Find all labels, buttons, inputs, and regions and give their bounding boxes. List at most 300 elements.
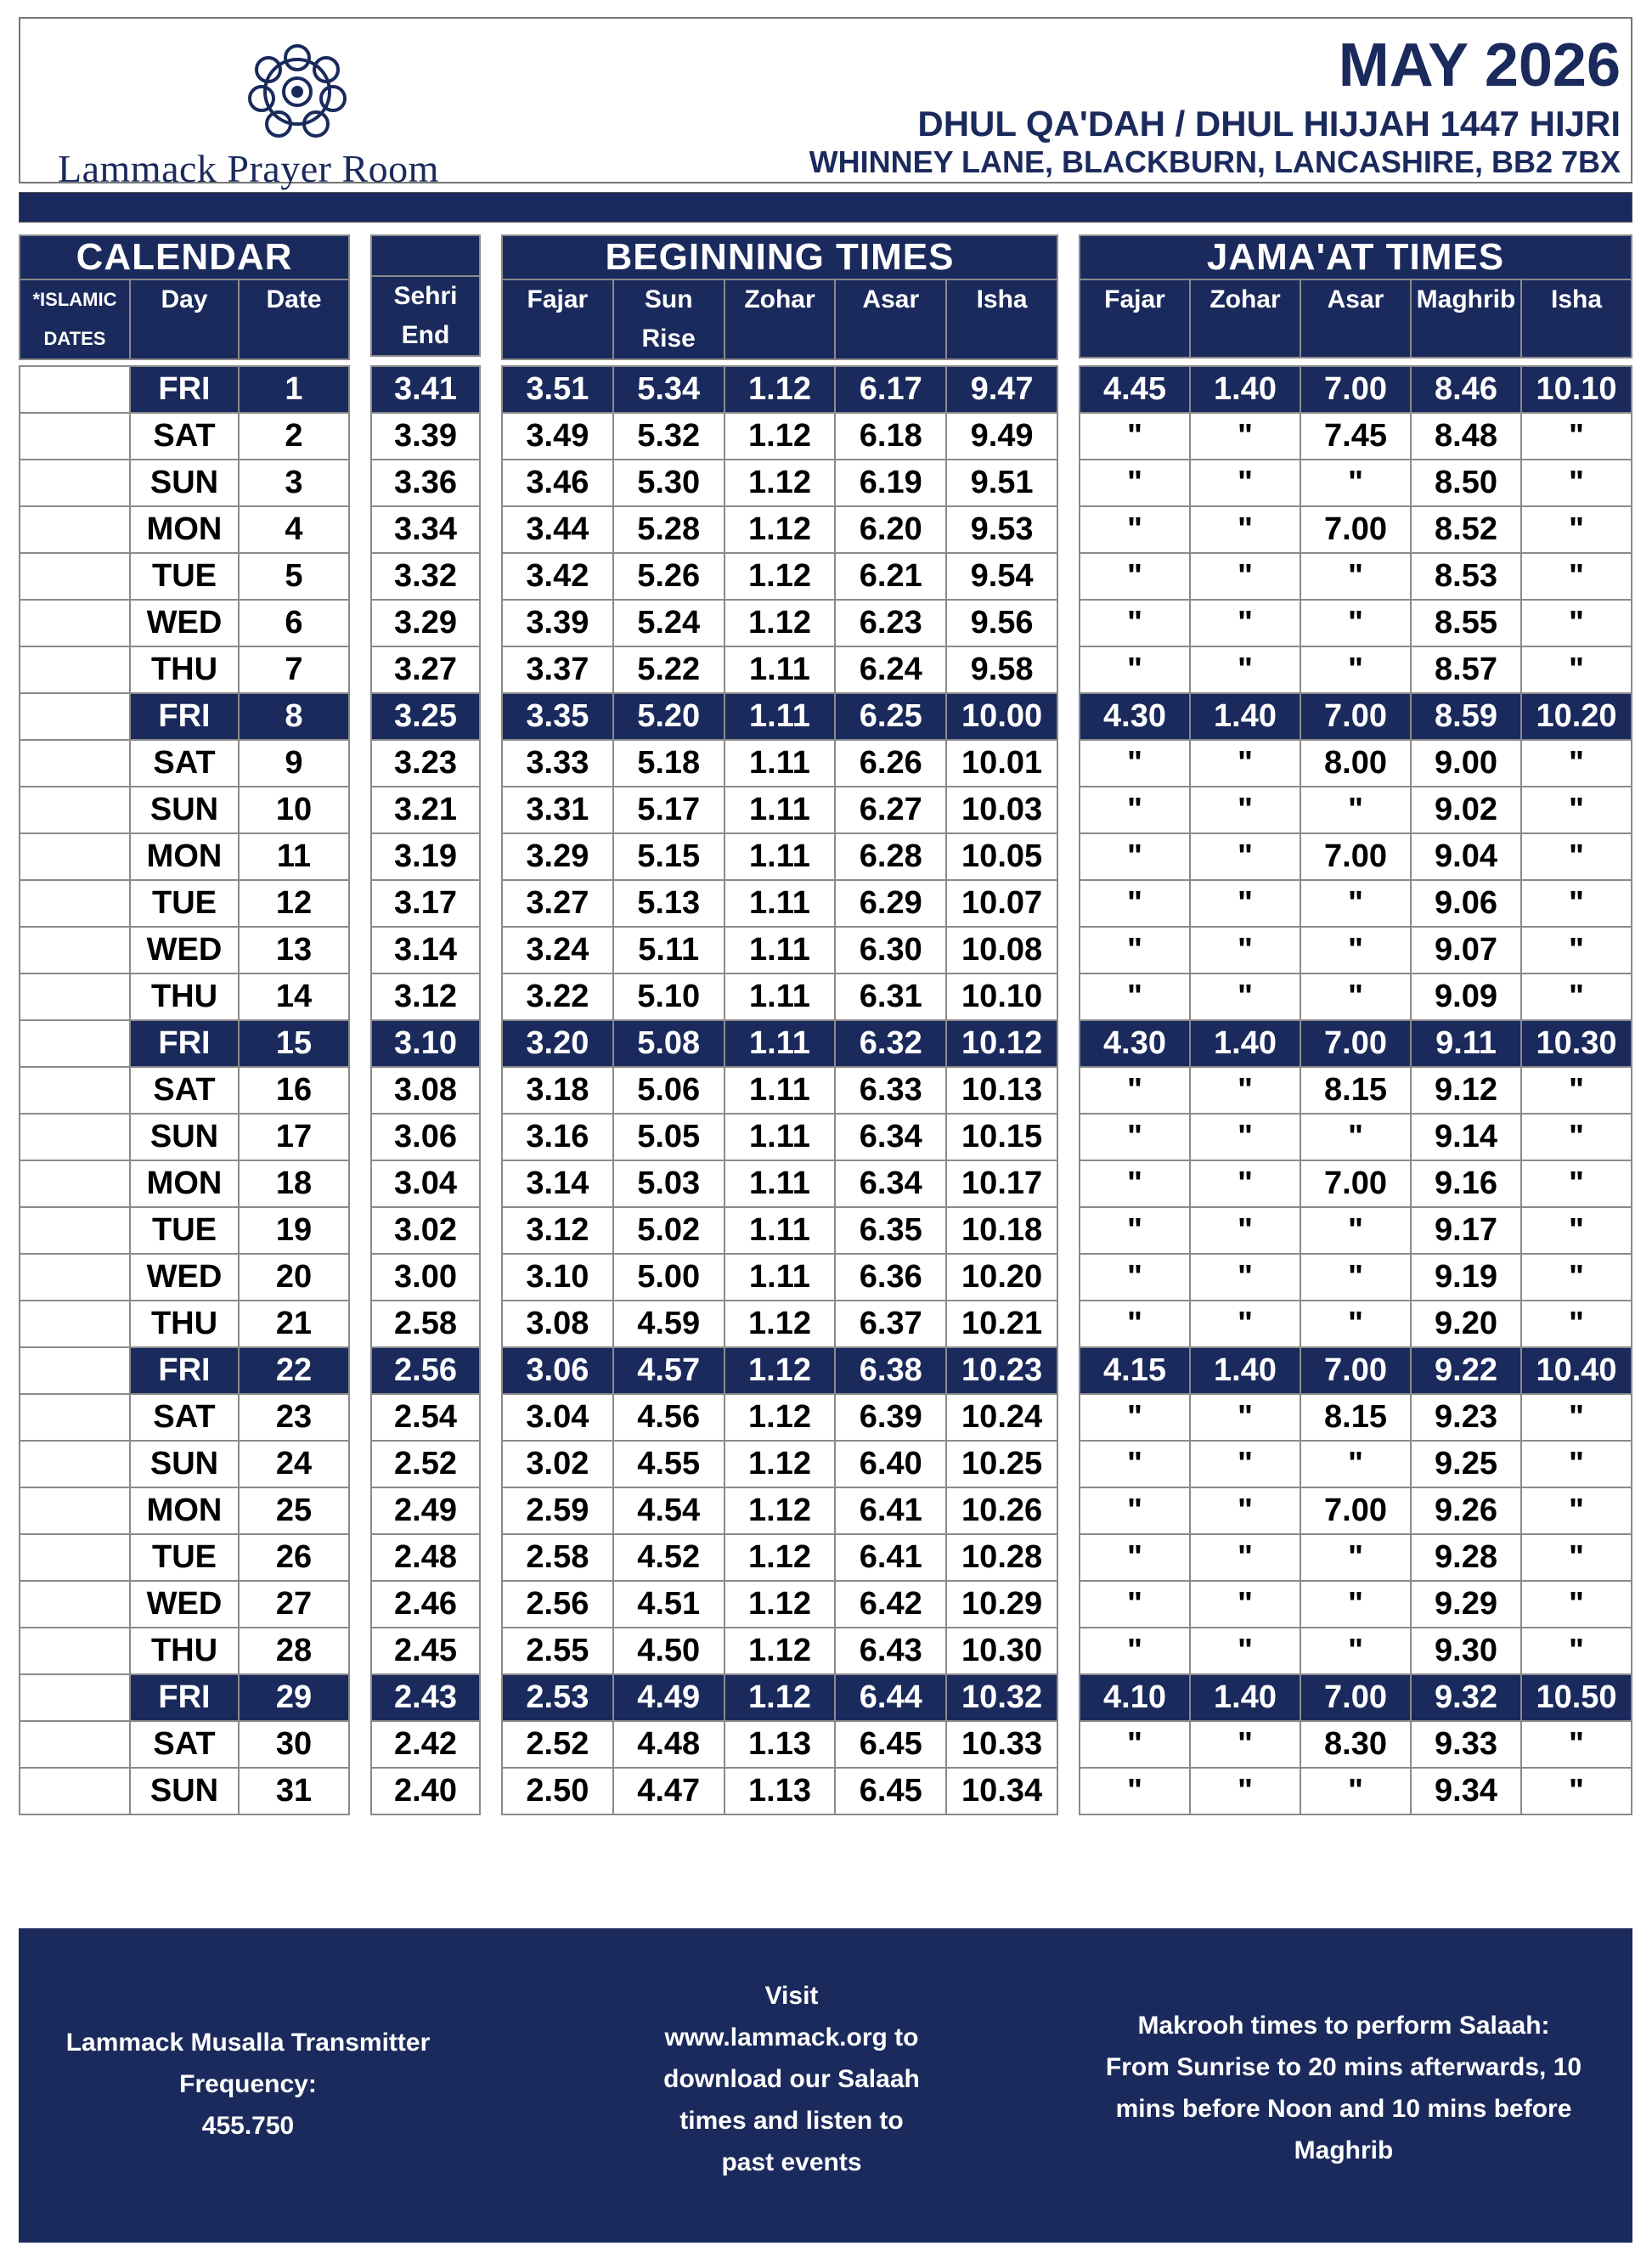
j-zohar-header: Zohar: [1190, 279, 1300, 358]
j-zohar-cell: ": [1190, 506, 1300, 553]
table-row: [20, 787, 349, 833]
b-zohar-cell: 1.12: [725, 600, 836, 646]
j-zohar-cell: 1.40: [1190, 693, 1300, 740]
table-row: [371, 366, 480, 413]
b-sunrise-cell: 4.54: [613, 1487, 725, 1534]
b-sunrise-cell: 5.30: [613, 460, 725, 506]
sehri-end-cell: 3.41: [371, 366, 480, 413]
b-zohar-cell: 1.11: [725, 1020, 836, 1067]
b-fajar-cell: 3.24: [502, 927, 613, 973]
b-isha-cell: 10.24: [946, 1394, 1057, 1441]
b-asar-cell: 6.45: [835, 1721, 946, 1768]
b-asar-cell: 6.35: [835, 1207, 946, 1254]
j-zohar-cell: ": [1190, 1768, 1300, 1814]
sehri-end-cell: 2.40: [371, 1768, 480, 1814]
b-isha-cell: 10.10: [946, 973, 1057, 1020]
b-fajar-cell: 3.46: [502, 460, 613, 506]
date-cell: 12: [239, 880, 349, 927]
islamic-dates-header: *ISLAMIC DATES: [20, 279, 130, 359]
date-cell: 11: [239, 833, 349, 880]
date-cell: 31: [239, 1768, 349, 1814]
j-isha-cell: ": [1521, 1160, 1632, 1207]
j-zohar-cell: ": [1190, 1394, 1300, 1441]
b-fajar-cell: 2.52: [502, 1721, 613, 1768]
j-maghrib-cell: 9.22: [1411, 1347, 1521, 1394]
j-asar-cell: 7.00: [1300, 1160, 1411, 1207]
b-sunrise-cell: 5.06: [613, 1067, 725, 1114]
j-asar-cell: 7.00: [1300, 1674, 1411, 1721]
b-sunrise-cell: 4.48: [613, 1721, 725, 1768]
b-fajar-cell: 3.42: [502, 553, 613, 600]
day-cell: SAT: [130, 1394, 239, 1441]
b-isha-cell: 10.28: [946, 1534, 1057, 1581]
day-cell: THU: [130, 1628, 239, 1674]
table-row: [502, 1020, 1057, 1067]
logo: [46, 36, 547, 189]
date-cell: 17: [239, 1114, 349, 1160]
j-asar-cell: ": [1300, 1768, 1411, 1814]
j-fajar-cell: ": [1080, 740, 1190, 787]
b-zohar-cell: 1.11: [725, 1254, 836, 1301]
day-cell: TUE: [130, 880, 239, 927]
j-asar-cell: ": [1300, 787, 1411, 833]
table-row: [502, 1768, 1057, 1814]
islamic-date-cell: [20, 740, 130, 787]
b-asar-cell: 6.18: [835, 413, 946, 460]
b-asar-cell: 6.41: [835, 1487, 946, 1534]
islamic-date-cell: [20, 1301, 130, 1347]
table-row: [20, 1674, 349, 1721]
table-row: [371, 740, 480, 787]
date-cell: 25: [239, 1487, 349, 1534]
j-fajar-cell: ": [1080, 1534, 1190, 1581]
j-fajar-cell: ": [1080, 1581, 1190, 1628]
transmitter-info: Lammack Musalla Transmitter Frequency: 455.750: [65, 2029, 431, 2140]
b-fajar-cell: 3.31: [502, 787, 613, 833]
table-row: [20, 693, 349, 740]
table-row: [1080, 553, 1632, 600]
day-cell: SAT: [130, 740, 239, 787]
day-cell: WED: [130, 927, 239, 973]
b-sunrise-cell: 4.55: [613, 1441, 725, 1487]
j-fajar-cell: ": [1080, 646, 1190, 693]
j-zohar-cell: ": [1190, 646, 1300, 693]
date-cell: 7: [239, 646, 349, 693]
j-fajar-cell: ": [1080, 973, 1190, 1020]
sehri-end-cell: 3.12: [371, 973, 480, 1020]
islamic-date-cell: [20, 1674, 130, 1721]
table-row: [20, 1768, 349, 1814]
j-zohar-cell: ": [1190, 1534, 1300, 1581]
sehri-end-cell: 3.29: [371, 600, 480, 646]
b-fajar-header: Fajar: [502, 279, 613, 359]
j-fajar-cell: ": [1080, 1067, 1190, 1114]
j-maghrib-cell: 9.02: [1411, 787, 1521, 833]
j-asar-cell: ": [1300, 973, 1411, 1020]
b-asar-cell: 6.23: [835, 600, 946, 646]
table-row: [371, 1721, 480, 1768]
b-asar-cell: 6.20: [835, 506, 946, 553]
j-maghrib-cell: 9.14: [1411, 1114, 1521, 1160]
j-zohar-cell: ": [1190, 973, 1300, 1020]
table-row: [1080, 1020, 1632, 1067]
b-zohar-cell: 1.11: [725, 646, 836, 693]
islamic-date-cell: [20, 506, 130, 553]
sehri-end-cell: 3.27: [371, 646, 480, 693]
table-row: [502, 1534, 1057, 1581]
date-cell: 19: [239, 1207, 349, 1254]
b-asar-cell: 6.40: [835, 1441, 946, 1487]
jamaat-header: [1079, 234, 1632, 358]
b-isha-cell: 10.12: [946, 1020, 1057, 1067]
b-asar-cell: 6.25: [835, 693, 946, 740]
j-maghrib-cell: 8.55: [1411, 600, 1521, 646]
j-fajar-cell: ": [1080, 1301, 1190, 1347]
j-zohar-cell: 1.40: [1190, 1674, 1300, 1721]
sehri-end-cell: 3.04: [371, 1160, 480, 1207]
day-cell: SUN: [130, 1768, 239, 1814]
day-cell: WED: [130, 600, 239, 646]
j-asar-cell: ": [1300, 1301, 1411, 1347]
islamic-date-cell: [20, 973, 130, 1020]
islamic-date-cell: [20, 833, 130, 880]
j-maghrib-cell: 9.19: [1411, 1254, 1521, 1301]
table-row: [502, 1581, 1057, 1628]
j-fajar-cell: ": [1080, 506, 1190, 553]
date-cell: 2: [239, 413, 349, 460]
b-sunrise-cell: 4.47: [613, 1768, 725, 1814]
table-row: [371, 1394, 480, 1441]
sehri-end-cell: 3.06: [371, 1114, 480, 1160]
j-asar-cell: ": [1300, 1441, 1411, 1487]
table-row: [1080, 740, 1632, 787]
table-row: [1080, 693, 1632, 740]
day-cell: SUN: [130, 1114, 239, 1160]
b-asar-cell: 6.42: [835, 1581, 946, 1628]
sehri-end-cell: 2.49: [371, 1487, 480, 1534]
table-row: [20, 1207, 349, 1254]
j-isha-cell: ": [1521, 506, 1632, 553]
table-row: [371, 460, 480, 506]
b-asar-cell: 6.38: [835, 1347, 946, 1394]
table-row: [1080, 1534, 1632, 1581]
table-row: [371, 1674, 480, 1721]
j-zohar-cell: ": [1190, 1114, 1300, 1160]
j-zohar-cell: ": [1190, 880, 1300, 927]
b-zohar-cell: 1.12: [725, 1441, 836, 1487]
makrooh-times-info: Makrooh times to perform Salaah: From Sunrise to 20 mins afterwards, 10 mins before Noon and 10 mins before Maghrib: [1105, 2012, 1582, 2164]
b-asar-cell: 6.27: [835, 787, 946, 833]
j-isha-cell: ": [1521, 1768, 1632, 1814]
b-fajar-cell: 3.14: [502, 1160, 613, 1207]
b-sunrise-cell: 5.15: [613, 833, 725, 880]
j-asar-cell: ": [1300, 927, 1411, 973]
b-sunrise-cell: 5.05: [613, 1114, 725, 1160]
table-row: [1080, 1674, 1632, 1721]
table-row: [502, 646, 1057, 693]
b-sunrise-cell: 4.52: [613, 1534, 725, 1581]
j-fajar-cell: ": [1080, 787, 1190, 833]
b-isha-cell: 10.26: [946, 1487, 1057, 1534]
islamic-date-cell: [20, 1114, 130, 1160]
table-row: [502, 927, 1057, 973]
sehri-end-cell: 3.23: [371, 740, 480, 787]
table-row: [502, 1301, 1057, 1347]
day-cell: MON: [130, 1487, 239, 1534]
j-fajar-cell: ": [1080, 1207, 1190, 1254]
b-zohar-cell: 1.12: [725, 366, 836, 413]
j-asar-cell: ": [1300, 646, 1411, 693]
b-asar-cell: 6.34: [835, 1114, 946, 1160]
table-row: [20, 1441, 349, 1487]
b-isha-cell: 10.25: [946, 1441, 1057, 1487]
j-fajar-cell: ": [1080, 1441, 1190, 1487]
table-row: [502, 1394, 1057, 1441]
date-cell: 16: [239, 1067, 349, 1114]
b-zohar-cell: 1.12: [725, 1534, 836, 1581]
j-isha-cell: ": [1521, 927, 1632, 973]
sehri-end-cell: 2.42: [371, 1721, 480, 1768]
day-cell: WED: [130, 1254, 239, 1301]
b-zohar-cell: 1.12: [725, 1487, 836, 1534]
table-row: [1080, 506, 1632, 553]
day-cell: FRI: [130, 1347, 239, 1394]
j-fajar-cell: 4.15: [1080, 1347, 1190, 1394]
table-row: [371, 1254, 480, 1301]
sehri-end-cell: 3.14: [371, 927, 480, 973]
table-row: [502, 1628, 1057, 1674]
table-row: [20, 1534, 349, 1581]
table-row: [1080, 787, 1632, 833]
j-maghrib-cell: 9.17: [1411, 1207, 1521, 1254]
table-row: [20, 1067, 349, 1114]
j-fajar-cell: ": [1080, 1721, 1190, 1768]
b-isha-cell: 10.33: [946, 1721, 1057, 1768]
sehri-end-cell: 3.19: [371, 833, 480, 880]
table-row: [1080, 1347, 1632, 1394]
j-asar-cell: 7.00: [1300, 366, 1411, 413]
b-sunrise-cell: 4.49: [613, 1674, 725, 1721]
j-maghrib-cell: 9.11: [1411, 1020, 1521, 1067]
islamic-date-cell: [20, 600, 130, 646]
b-asar-cell: 6.39: [835, 1394, 946, 1441]
table-row: [20, 600, 349, 646]
b-sunrise-cell: 4.57: [613, 1347, 725, 1394]
sehri-end-cell: 3.17: [371, 880, 480, 927]
j-fajar-cell: ": [1080, 1394, 1190, 1441]
j-fajar-cell: ": [1080, 460, 1190, 506]
table-row: [1080, 1160, 1632, 1207]
b-zohar-cell: 1.12: [725, 1581, 836, 1628]
j-isha-cell: ": [1521, 740, 1632, 787]
date-cell: 5: [239, 553, 349, 600]
j-zohar-cell: ": [1190, 1254, 1300, 1301]
sehri-end-cell: 2.58: [371, 1301, 480, 1347]
islamic-date-cell: [20, 460, 130, 506]
table-row: [502, 880, 1057, 927]
islamic-date-cell: [20, 646, 130, 693]
day-cell: SUN: [130, 460, 239, 506]
b-zohar-cell: 1.12: [725, 506, 836, 553]
sehri-end-cell: 2.43: [371, 1674, 480, 1721]
table-row: [371, 1487, 480, 1534]
b-zohar-cell: 1.11: [725, 693, 836, 740]
date-cell: 20: [239, 1254, 349, 1301]
j-isha-cell: 10.30: [1521, 1020, 1632, 1067]
b-isha-cell: 9.58: [946, 646, 1057, 693]
j-zohar-cell: ": [1190, 1441, 1300, 1487]
b-isha-cell: 10.18: [946, 1207, 1057, 1254]
j-asar-cell: 8.15: [1300, 1394, 1411, 1441]
j-maghrib-cell: 9.00: [1411, 740, 1521, 787]
table-row: [502, 973, 1057, 1020]
b-isha-cell: 9.56: [946, 600, 1057, 646]
table-row: [502, 600, 1057, 646]
date-cell: 4: [239, 506, 349, 553]
j-maghrib-cell: 9.30: [1411, 1628, 1521, 1674]
table-row: [502, 366, 1057, 413]
table-row: [20, 1628, 349, 1674]
b-sunrise-cell: 5.10: [613, 973, 725, 1020]
b-isha-cell: 10.13: [946, 1067, 1057, 1114]
table-row: [1080, 1581, 1632, 1628]
table-row: [371, 973, 480, 1020]
beginning-header: [501, 234, 1058, 360]
j-asar-cell: ": [1300, 553, 1411, 600]
b-isha-cell: 10.05: [946, 833, 1057, 880]
b-asar-header: Asar: [835, 279, 946, 359]
table-row: [1080, 460, 1632, 506]
sehri-end-cell: 3.32: [371, 553, 480, 600]
table-row: [502, 1721, 1057, 1768]
day-cell: FRI: [130, 1674, 239, 1721]
j-asar-cell: 7.00: [1300, 833, 1411, 880]
table-row: [371, 1020, 480, 1067]
table-row: [371, 693, 480, 740]
date-header: Date: [239, 279, 349, 359]
j-zohar-cell: ": [1190, 1301, 1300, 1347]
b-isha-cell: 10.20: [946, 1254, 1057, 1301]
b-fajar-cell: 3.12: [502, 1207, 613, 1254]
table-row: [371, 833, 480, 880]
b-sunrise-cell: 5.34: [613, 366, 725, 413]
b-sunrise-cell: 4.56: [613, 1394, 725, 1441]
day-cell: SUN: [130, 1441, 239, 1487]
table-row: [20, 833, 349, 880]
j-asar-cell: 7.00: [1300, 693, 1411, 740]
b-zohar-cell: 1.11: [725, 927, 836, 973]
table-row: [1080, 1207, 1632, 1254]
j-isha-cell: ": [1521, 1581, 1632, 1628]
j-maghrib-cell: 9.06: [1411, 880, 1521, 927]
table-row: [1080, 1394, 1632, 1441]
table-row: [20, 740, 349, 787]
j-maghrib-cell: 9.12: [1411, 1067, 1521, 1114]
islamic-date-cell: [20, 553, 130, 600]
islamic-date-cell: [20, 787, 130, 833]
b-isha-cell: 10.03: [946, 787, 1057, 833]
sehri-end-cell: 2.52: [371, 1441, 480, 1487]
j-zohar-cell: ": [1190, 600, 1300, 646]
day-cell: FRI: [130, 1020, 239, 1067]
j-asar-cell: ": [1300, 1254, 1411, 1301]
date-cell: 10: [239, 787, 349, 833]
j-isha-cell: ": [1521, 1114, 1632, 1160]
b-sunrise-cell: 5.20: [613, 693, 725, 740]
b-sunrise-cell: 5.32: [613, 413, 725, 460]
table-row: [371, 553, 480, 600]
table-row: [371, 1347, 480, 1394]
table-row: [20, 973, 349, 1020]
table-row: [371, 413, 480, 460]
j-asar-cell: 7.00: [1300, 1347, 1411, 1394]
j-fajar-cell: ": [1080, 880, 1190, 927]
sehri-end-cell: 2.46: [371, 1581, 480, 1628]
date-cell: 28: [239, 1628, 349, 1674]
islamic-date-cell: [20, 1487, 130, 1534]
table-row: [371, 506, 480, 553]
lotus-logo-icon: [238, 42, 357, 144]
b-asar-cell: 6.43: [835, 1628, 946, 1674]
table-row: [20, 1581, 349, 1628]
b-asar-cell: 6.34: [835, 1160, 946, 1207]
b-fajar-cell: 3.39: [502, 600, 613, 646]
table-row: [20, 460, 349, 506]
b-asar-cell: 6.17: [835, 366, 946, 413]
table-row: [20, 1721, 349, 1768]
j-fajar-cell: 4.30: [1080, 1020, 1190, 1067]
jamaat-times-table: [1079, 365, 1632, 1815]
j-isha-cell: ": [1521, 600, 1632, 646]
sehri-end-cell: 3.08: [371, 1067, 480, 1114]
j-fajar-cell: ": [1080, 600, 1190, 646]
table-row: [502, 506, 1057, 553]
j-maghrib-cell: 9.34: [1411, 1768, 1521, 1814]
b-asar-cell: 6.41: [835, 1534, 946, 1581]
b-asar-cell: 6.26: [835, 740, 946, 787]
b-zohar-cell: 1.12: [725, 1628, 836, 1674]
b-zohar-cell: 1.13: [725, 1768, 836, 1814]
table-row: [20, 1020, 349, 1067]
b-fajar-cell: 3.20: [502, 1020, 613, 1067]
b-sunrise-cell: 5.00: [613, 1254, 725, 1301]
j-zohar-cell: ": [1190, 413, 1300, 460]
table-row: [1080, 833, 1632, 880]
b-asar-cell: 6.31: [835, 973, 946, 1020]
calendar-table: [19, 365, 350, 1815]
table-row: [371, 1534, 480, 1581]
j-zohar-cell: ": [1190, 1487, 1300, 1534]
j-asar-cell: 7.00: [1300, 506, 1411, 553]
j-zohar-cell: ": [1190, 1207, 1300, 1254]
logo-text: Lammack Prayer Room: [58, 147, 439, 190]
b-sunrise-cell: 4.59: [613, 1301, 725, 1347]
b-zohar-cell: 1.11: [725, 1160, 836, 1207]
beginning-times-table: [501, 365, 1058, 1815]
j-asar-cell: ": [1300, 600, 1411, 646]
j-asar-cell: 7.00: [1300, 1487, 1411, 1534]
date-cell: 30: [239, 1721, 349, 1768]
table-row: [20, 880, 349, 927]
j-zohar-cell: ": [1190, 1581, 1300, 1628]
islamic-date-cell: [20, 880, 130, 927]
table-row: [371, 1768, 480, 1814]
b-zohar-cell: 1.12: [725, 1674, 836, 1721]
table-row: [1080, 366, 1632, 413]
sehri-end-cell: 2.48: [371, 1534, 480, 1581]
j-zohar-cell: ": [1190, 833, 1300, 880]
j-maghrib-cell: 8.53: [1411, 553, 1521, 600]
